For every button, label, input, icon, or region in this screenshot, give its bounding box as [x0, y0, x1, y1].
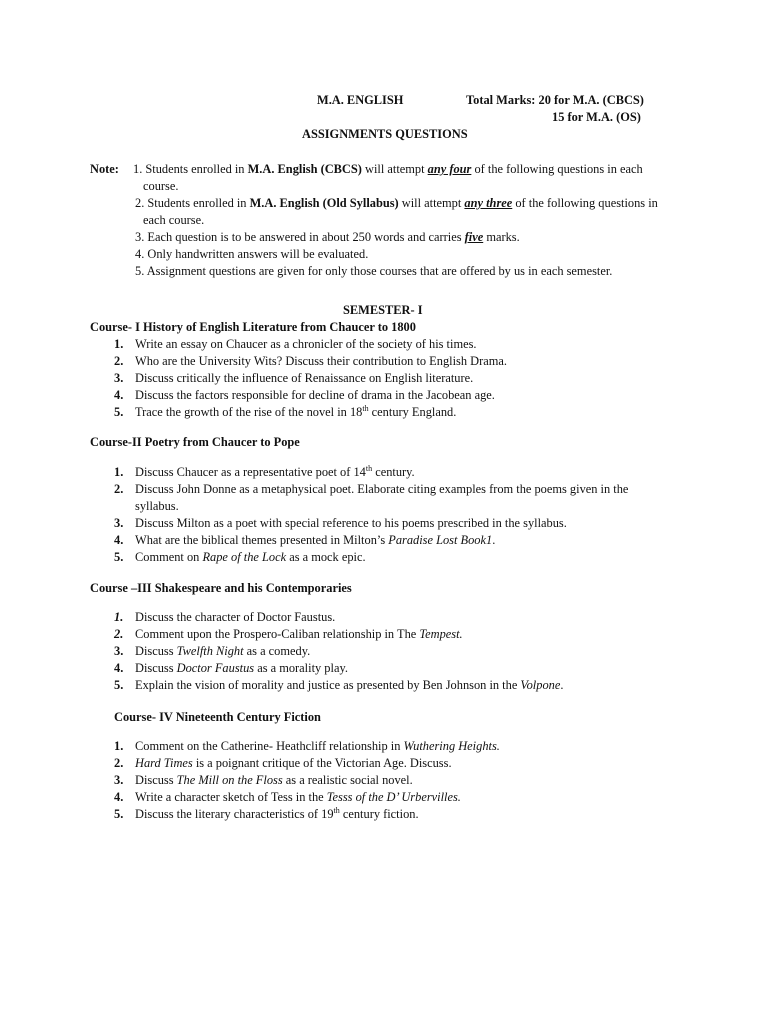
total-marks-line-1: Total Marks: 20 for M.A. (CBCS)	[466, 93, 644, 107]
note-item-1-cont: course.	[143, 179, 179, 193]
question-text: Discuss the factors responsible for decline of drama in the Jacobean age.	[135, 388, 495, 402]
list-item	[90, 336, 507, 353]
work-title: Twelfth Night	[176, 644, 244, 658]
ordinal-suffix: th	[365, 463, 373, 473]
course-3-title: Course –III Shakespeare and his Contemporaries	[90, 581, 352, 595]
note-emphasis: M.A. English (Old Syllabus)	[249, 196, 399, 210]
list-item	[90, 677, 563, 694]
note-emphasis: five	[464, 230, 484, 244]
question-text: Discuss	[135, 644, 177, 658]
question-text: Discuss Chaucer as a representative poet of 14	[135, 465, 366, 479]
list-item	[90, 738, 500, 755]
list-item	[90, 404, 507, 421]
note-item-1	[133, 161, 643, 178]
item-number: 5.	[114, 405, 124, 419]
item-number: 3.	[114, 371, 124, 385]
note-emphasis: any three	[464, 196, 513, 210]
page-title: ASSIGNMENTS QUESTIONS	[302, 127, 468, 141]
question-text: as a realistic social novel.	[282, 773, 413, 787]
list-item	[90, 464, 628, 481]
list-item	[90, 626, 563, 643]
note-text: of the following questions in	[512, 196, 658, 210]
item-number: 2.	[114, 354, 124, 368]
question-text: Write a character sketch of Tess in the	[135, 790, 327, 804]
program-title: M.A. ENGLISH	[317, 93, 404, 107]
question-text: .	[492, 533, 496, 547]
list-item	[90, 370, 507, 387]
item-number: 4.	[114, 790, 124, 804]
note-text: 2. Students enrolled in	[135, 196, 250, 210]
question-text: as a mock epic.	[286, 550, 366, 564]
work-title: Tempest.	[419, 627, 463, 641]
list-item	[90, 353, 507, 370]
question-text: What are the biblical themes presented in Milton’s	[135, 533, 389, 547]
question-text: Discuss	[135, 773, 177, 787]
question-text: Discuss the literary characteristics of 19	[135, 807, 334, 821]
question-text: Comment on	[135, 550, 203, 564]
item-number: 2.	[114, 756, 124, 770]
question-text: Discuss critically the influence of Renaissance on English literature.	[135, 371, 474, 385]
note-emphasis: any four	[427, 162, 472, 176]
item-number: 1.	[114, 337, 124, 351]
question-text: century.	[372, 465, 415, 479]
question-text: Who are the University Wits? Discuss their contribution to English Drama.	[135, 354, 507, 368]
list-item	[90, 789, 500, 806]
question-text: century England.	[368, 405, 457, 419]
note-item-3	[135, 229, 520, 246]
note-item-5: 5. Assignment questions are given for only those courses that are offered by us in each semester.	[135, 264, 613, 278]
total-marks-line-2: 15 for M.A. (OS)	[552, 110, 641, 124]
note-emphasis: M.A. English (CBCS)	[247, 162, 362, 176]
question-text: is a poignant critique of the Victorian Age. Discuss.	[192, 756, 452, 770]
course-4-title: Course- IV Nineteenth Century Fiction	[114, 710, 321, 724]
item-number: 5.	[114, 807, 124, 821]
course-2-title: Course-II Poetry from Chaucer to Pope	[90, 435, 300, 449]
question-text: as a comedy.	[243, 644, 311, 658]
list-item	[90, 532, 628, 549]
list-item	[90, 515, 628, 532]
item-number: 3.	[114, 773, 124, 787]
note-text: 3. Each question is to be answered in about 250 words and carries	[135, 230, 465, 244]
item-number: 1.	[114, 739, 124, 753]
note-text: will attempt	[361, 162, 428, 176]
item-number: 1.	[114, 610, 124, 624]
note-text: marks.	[483, 230, 520, 244]
list-item	[90, 755, 500, 772]
work-title: Rape of the Lock	[202, 550, 287, 564]
question-text: Comment on the Catherine- Heathcliff relationship in	[135, 739, 404, 753]
work-title: Hard Times	[135, 756, 193, 770]
item-number: 2.	[114, 482, 124, 496]
item-number: 2.	[114, 627, 124, 641]
question-text: Write an essay on Chaucer as a chronicler of the society of his times.	[135, 337, 477, 351]
list-item	[90, 772, 500, 789]
item-number: 4.	[114, 661, 124, 675]
question-text: Comment upon the Prospero-Caliban relationship in The	[135, 627, 420, 641]
item-number: 5.	[114, 678, 124, 692]
question-text: Trace the growth of the rise of the novel in 18	[135, 405, 363, 419]
course-1-title: Course- I History of English Literature from Chaucer to 1800	[90, 320, 416, 334]
list-item	[90, 609, 563, 626]
work-title: The Mill on the Floss	[176, 773, 283, 787]
note-text: will attempt	[398, 196, 465, 210]
question-text: Discuss	[135, 661, 177, 675]
question-text: Explain the vision of morality and justice as presented by Ben Johnson in the	[135, 678, 521, 692]
list-item	[90, 643, 563, 660]
note-item-4: 4. Only handwritten answers will be evaluated.	[135, 247, 369, 261]
work-title: Tesss of the D’ Urbervilles.	[326, 790, 461, 804]
item-number: 1.	[114, 465, 124, 479]
item-number: 5.	[114, 550, 124, 564]
semester-heading: SEMESTER- I	[343, 303, 423, 317]
question-text: century fiction.	[339, 807, 419, 821]
note-label: Note:	[90, 162, 119, 176]
work-title: Volpone	[520, 678, 561, 692]
question-text: Discuss Milton as a poet with special reference to his poems prescribed in the syllabus.	[135, 516, 567, 530]
course-2-questions	[90, 464, 628, 566]
note-item-2-cont: each course.	[143, 213, 205, 227]
question-text: Discuss John Donne as a metaphysical poet. Elaborate citing examples from the poems given in the	[135, 482, 629, 496]
list-item	[90, 481, 628, 515]
course-1-questions	[90, 336, 507, 421]
list-item	[90, 387, 507, 404]
item-number: 3.	[114, 516, 124, 530]
note-text: 1. Students enrolled in	[133, 162, 248, 176]
item-number: 4.	[114, 388, 124, 402]
work-title: Doctor Faustus	[176, 661, 255, 675]
list-item	[90, 660, 563, 677]
work-title: Paradise Lost Book1	[388, 533, 493, 547]
ordinal-suffix: th	[362, 403, 369, 413]
note-text: of the following questions in each	[471, 162, 643, 176]
item-number: 3.	[114, 644, 124, 658]
list-item	[90, 549, 628, 566]
course-4-questions	[90, 738, 500, 823]
question-text: .	[560, 678, 564, 692]
item-number: 4.	[114, 533, 124, 547]
list-item	[90, 806, 500, 823]
note-item-2	[135, 195, 658, 212]
question-text: as a morality play.	[254, 661, 348, 675]
work-title: Wuthering Heights.	[403, 739, 500, 753]
course-3-questions	[90, 609, 563, 694]
question-text: syllabus.	[135, 499, 179, 513]
question-text: Discuss the character of Doctor Faustus.	[135, 610, 336, 624]
ordinal-suffix: th	[333, 805, 340, 815]
